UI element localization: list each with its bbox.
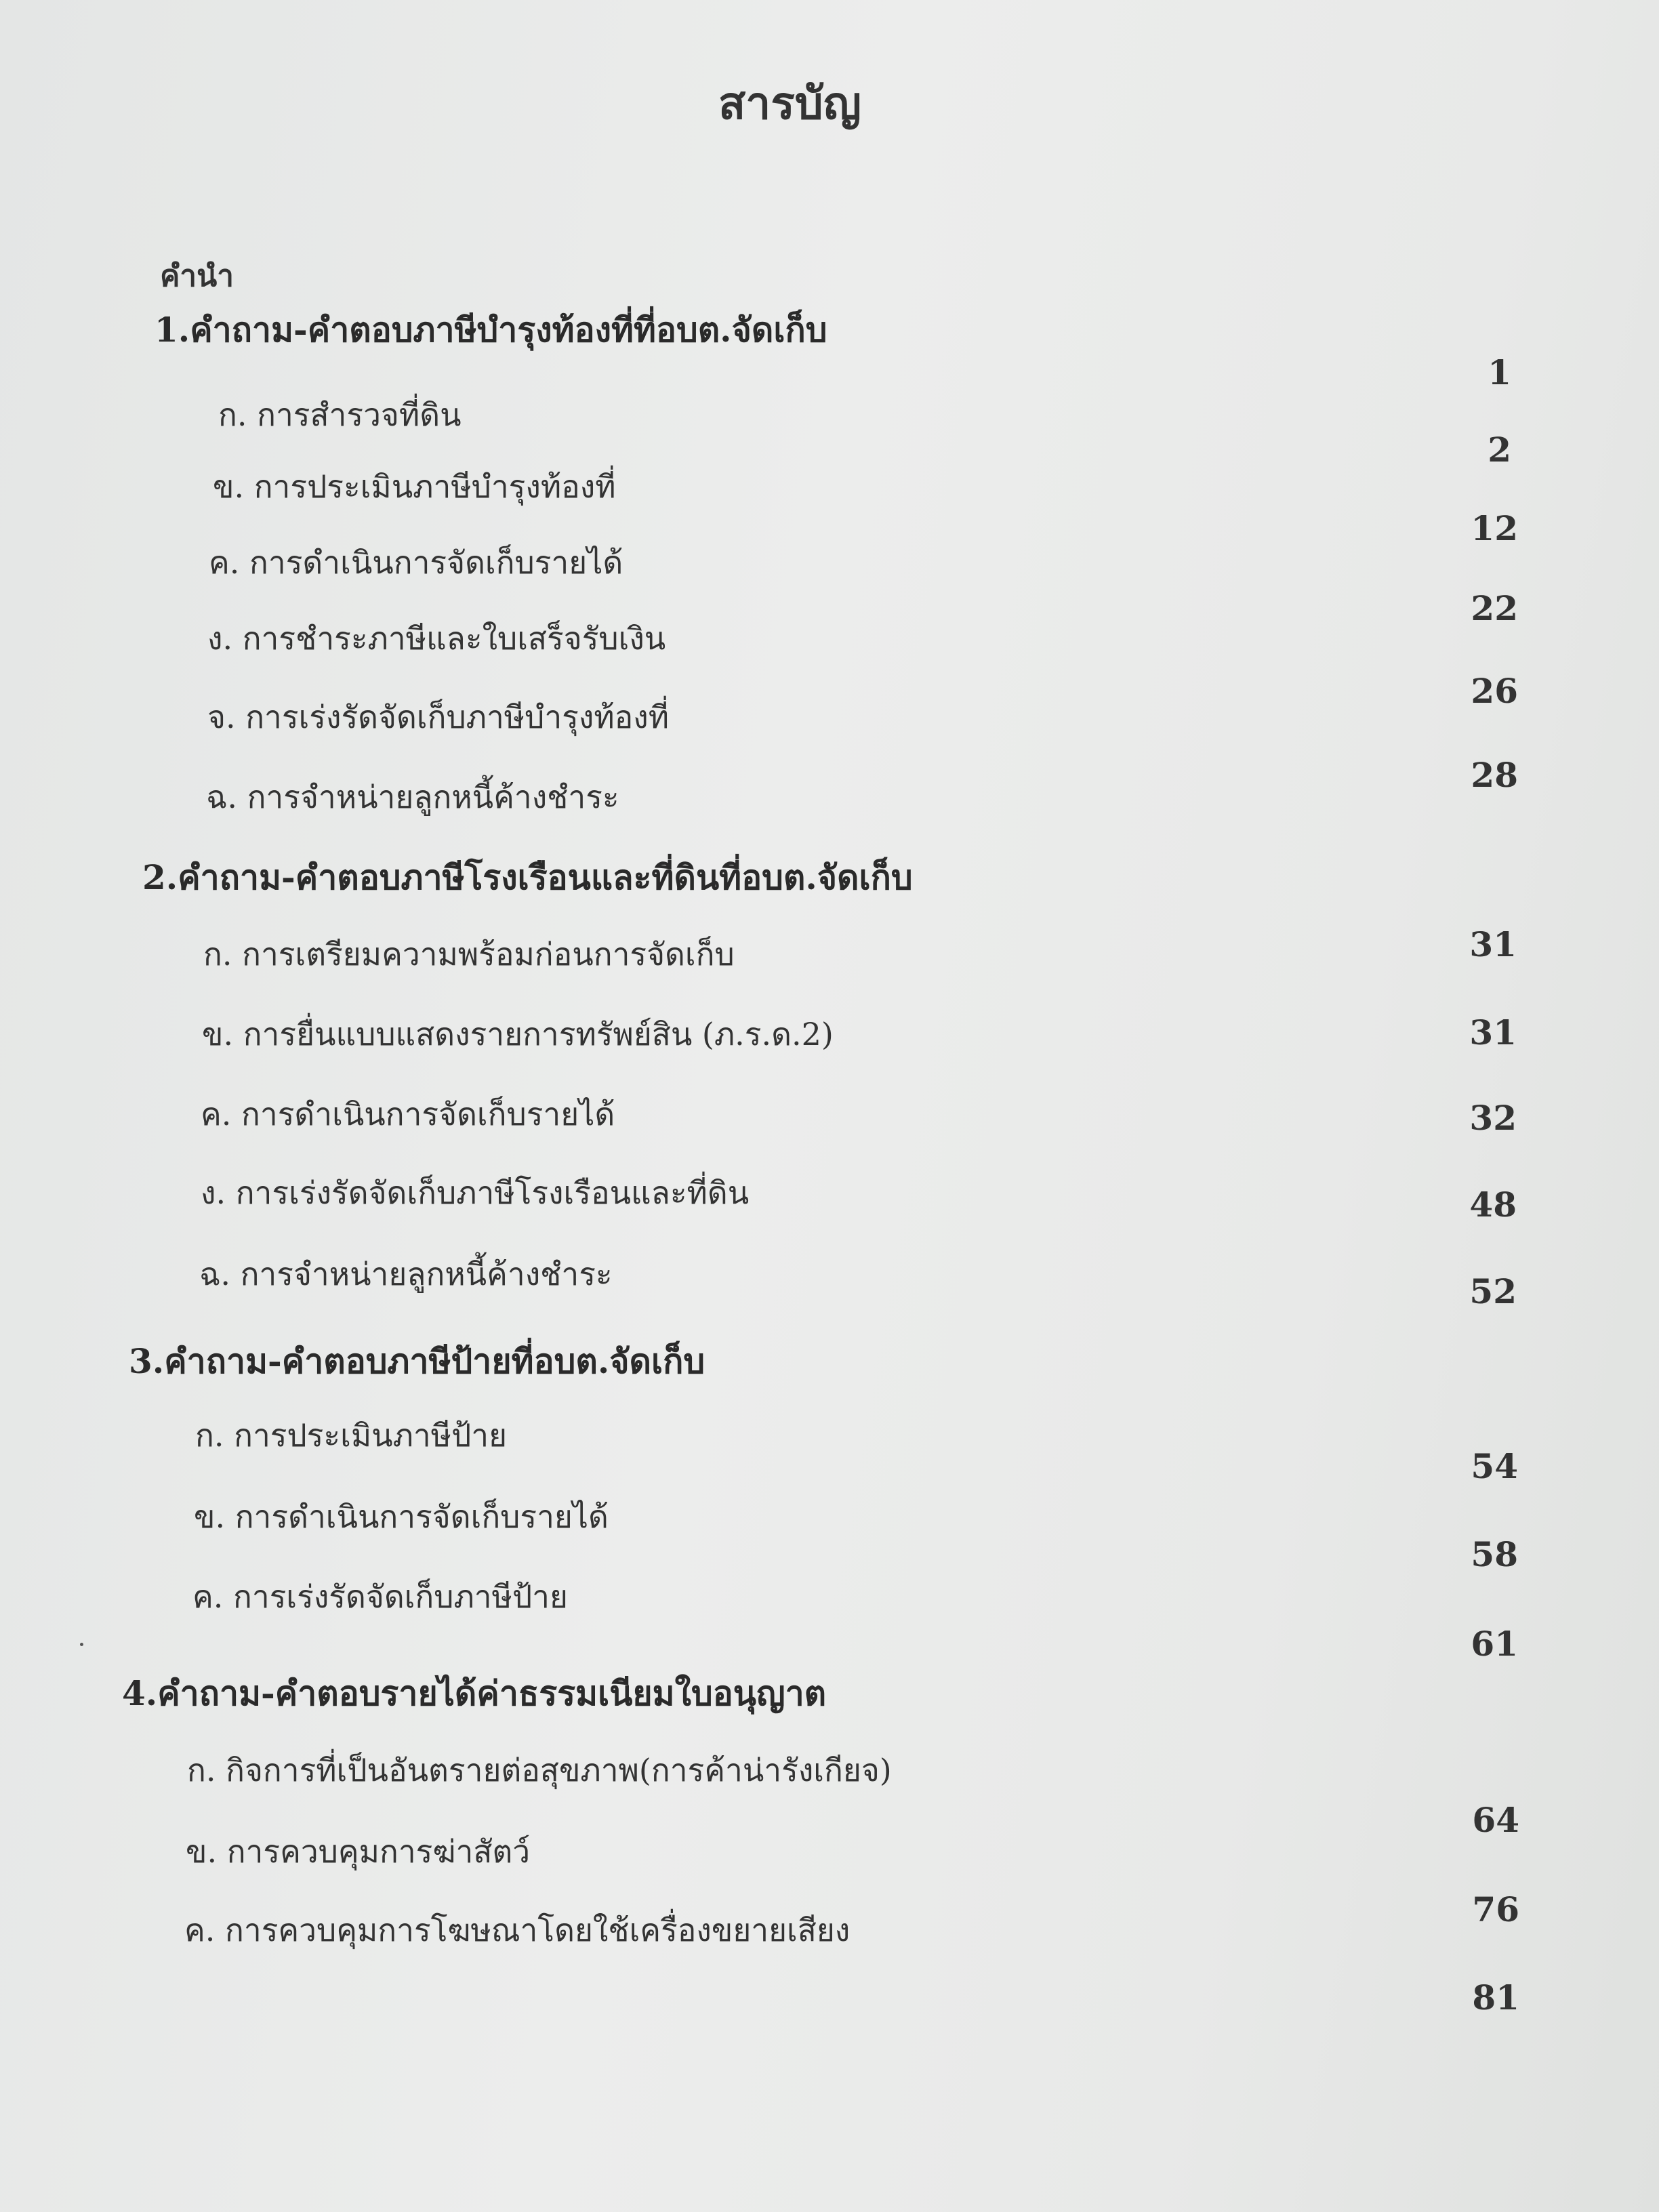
toc-entry: ข. การดำเนินการจัดเก็บรายได้ bbox=[194, 1498, 609, 1535]
toc-entry: ก. กิจการที่เป็นอันตรายต่อสุขภาพ(การค้าน่ารังเกียจ) bbox=[187, 1752, 892, 1788]
dust-speck bbox=[80, 1643, 83, 1646]
toc-entry: ค. การเร่งรัดจัดเก็บภาษีป้าย bbox=[192, 1578, 568, 1615]
toc-entry: ฉ. การจำหน่ายลูกหนี้ค้างชำระ bbox=[206, 779, 619, 815]
toc-entry: ค. การดำเนินการจัดเก็บรายได้ bbox=[201, 1096, 615, 1132]
page-number: 54 bbox=[1471, 1446, 1518, 1486]
section-heading-3: 3.คำถาม-คำตอบภาษีป้ายที่อบต.จัดเก็บ bbox=[129, 1341, 705, 1381]
page-number: 2 bbox=[1488, 430, 1511, 470]
toc-entry: ค. การควบคุมการโฆษณาโดยใช้เครื่องขยายเสียง bbox=[184, 1912, 851, 1948]
page-number: 28 bbox=[1471, 755, 1518, 795]
page-number: 81 bbox=[1472, 1978, 1519, 2018]
page-number: 58 bbox=[1471, 1534, 1518, 1574]
toc-entry: ก. การสำรวจที่ดิน bbox=[218, 396, 462, 433]
section-heading-4: 4.คำถาม-คำตอบรายได้ค่าธรรมเนียมใบอนุญาต bbox=[122, 1673, 827, 1713]
toc-entry: ฉ. การจำหน่ายลูกหนี้ค้างชำระ bbox=[199, 1256, 613, 1292]
toc-entry: ข. การยื่นแบบแสดงรายการทรัพย์สิน (ภ.ร.ด.2) bbox=[202, 1016, 834, 1052]
toc-entry: ค. การดำเนินการจัดเก็บรายได้ bbox=[209, 544, 623, 581]
section-heading-1: 1.คำถาม-คำตอบภาษีบำรุงท้องที่ที่อบต.จัดเก็บ bbox=[155, 310, 827, 350]
page-number: 76 bbox=[1472, 1889, 1519, 1929]
toc-entry: จ. การเร่งรัดจัดเก็บภาษีบำรุงท้องที่ bbox=[207, 699, 670, 735]
page-number: 31 bbox=[1469, 924, 1517, 964]
page-number: 12 bbox=[1471, 508, 1518, 548]
page-number: 1 bbox=[1488, 352, 1511, 392]
toc-entry: ข. การควบคุมการฆ่าสัตว์ bbox=[186, 1833, 531, 1870]
toc-entry: ก. การเตรียมความพร้อมก่อนการจัดเก็บ bbox=[203, 936, 735, 972]
toc-entry: ง. การชำระภาษีและใบเสร็จรับเงิน bbox=[207, 620, 666, 657]
toc-entry: ข. การประเมินภาษีบำรุงท้องที่ bbox=[213, 468, 616, 505]
toc-intro: คำนำ bbox=[160, 259, 234, 293]
page-number: 22 bbox=[1471, 588, 1518, 628]
section-heading-2: 2.คำถาม-คำตอบภาษีโรงเรือนและที่ดินที่อบต.จัดเก็บ bbox=[142, 857, 913, 897]
page-title: สารบัญ bbox=[718, 77, 861, 129]
page-number: 32 bbox=[1469, 1098, 1517, 1138]
page-number: 64 bbox=[1472, 1800, 1519, 1840]
page-number: 31 bbox=[1469, 1012, 1517, 1052]
page-number: 26 bbox=[1471, 671, 1518, 711]
page-number: 61 bbox=[1471, 1624, 1518, 1664]
page-number: 52 bbox=[1469, 1271, 1517, 1311]
toc-entry: ก. การประเมินภาษีป้าย bbox=[195, 1417, 508, 1454]
toc-entry: ง. การเร่งรัดจัดเก็บภาษีโรงเรือนและที่ดิน bbox=[201, 1174, 750, 1211]
page-number: 48 bbox=[1469, 1185, 1517, 1225]
